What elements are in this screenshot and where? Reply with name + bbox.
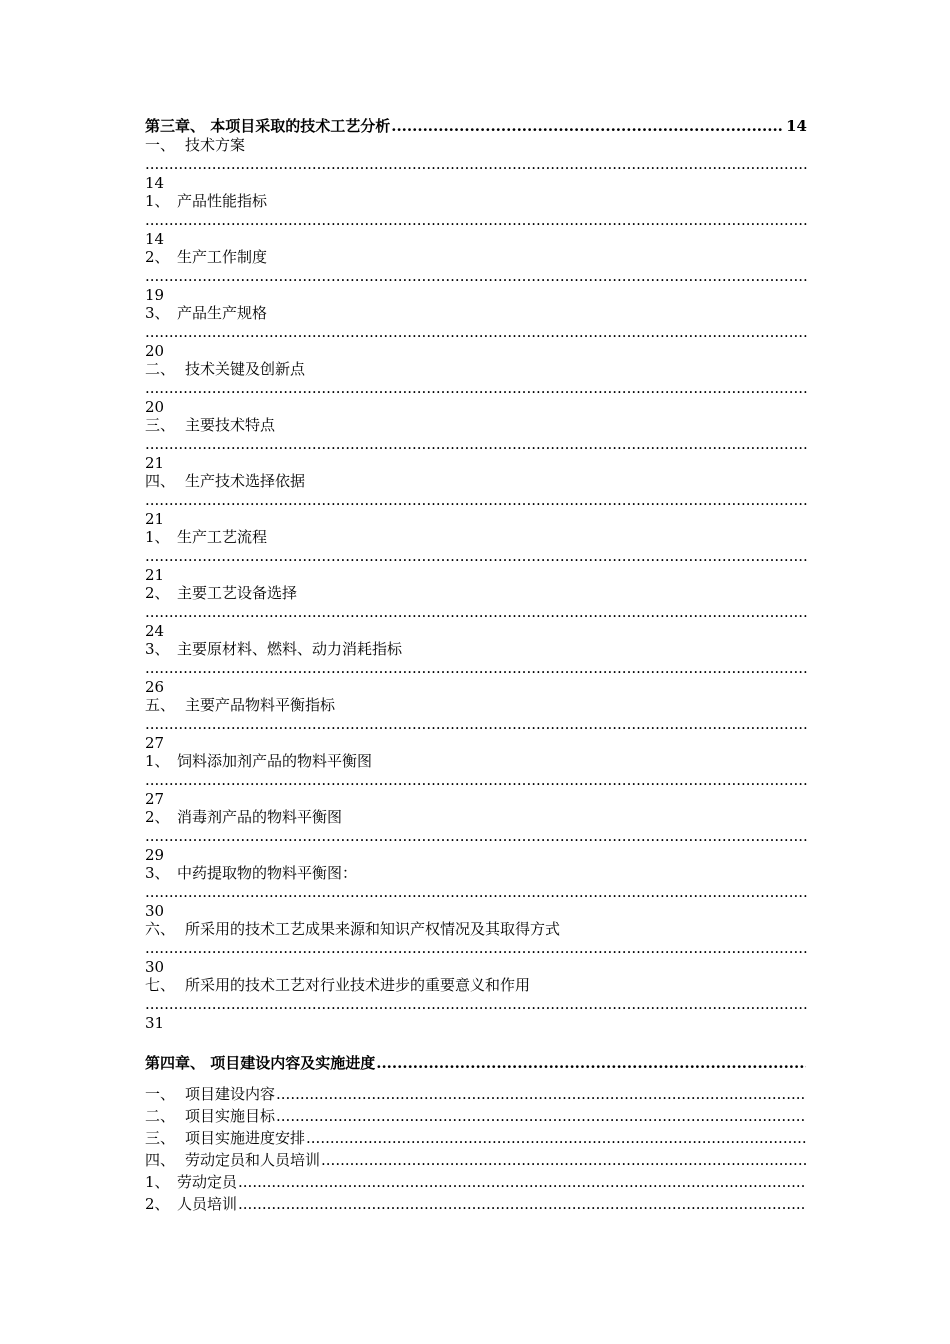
entry-title: 人员培训 [177,1195,238,1213]
toc-entry[interactable] [145,192,807,248]
chapter-title: 第四章、 项目建设内容及实施进度 [145,1054,376,1072]
toc-entry[interactable] [145,304,807,360]
toc-chapter-4[interactable] [145,1054,807,1073]
leader-dots [321,1149,806,1171]
page-number: 27 [145,734,165,752]
entry-title: 饲料添加剂产品的物料平衡图 [177,752,373,770]
leader-dots [145,659,807,678]
entry-title: 劳动定员 [177,1173,238,1191]
entry-title: 生产技术选择依据 [185,472,306,490]
toc-entry-title-line [145,976,807,995]
leader-dots [145,715,807,734]
entry-number: 一、 [145,136,176,154]
toc-entry[interactable] [145,808,807,864]
toc-entry-title-line [145,136,807,155]
entry-title: 生产工作制度 [177,248,268,266]
leader-dots [391,117,784,136]
leader-dots [145,323,807,342]
toc-entry[interactable] [145,1127,807,1149]
page-number: 14 [145,230,165,248]
entry-title: 主要技术特点 [185,416,276,434]
entry-number: 三、 [145,416,176,434]
leader-dots [145,939,807,958]
toc-entry-title-line [145,416,807,435]
entry-title: 所采用的技术工艺成果来源和知识产权情况及其取得方式 [185,920,561,938]
leader-dots [145,547,807,566]
entry-title: 项目实施目标 [185,1107,276,1125]
toc-entry-title-line [145,864,807,883]
leader-dots [276,1083,806,1105]
toc-entry[interactable] [145,976,807,1032]
entry-title: 技术方案 [185,136,246,154]
entry-title: 主要产品物料平衡指标 [185,696,336,714]
toc-entry[interactable] [145,248,807,304]
entry-title: 生产工艺流程 [177,528,268,546]
page-number: 30 [145,958,165,976]
page-number: 29 [145,846,165,864]
toc-entry[interactable] [145,1105,807,1127]
entry-number: 二、 [145,1107,176,1125]
leader-dots [145,267,807,286]
entry-number: 三、 [145,1129,176,1147]
toc-entry-title-line [145,696,807,715]
toc-entry[interactable] [145,1171,807,1193]
page-number: 26 [145,678,165,696]
leader-dots [306,1127,806,1149]
toc-entry[interactable] [145,920,807,976]
leader-dots [145,155,807,174]
page-number: 21 [145,454,165,472]
toc-entry[interactable] [145,864,807,920]
toc-entry[interactable] [145,1193,807,1215]
toc-entry-title-line [145,808,807,827]
entry-number: 2、 [145,584,170,602]
entry-title: 项目实施进度安排 [185,1129,306,1147]
entry-number: 1、 [145,528,170,546]
page-number: 14 [786,117,807,135]
page-number: 14 [145,174,165,192]
toc-entry-title-line [145,248,807,267]
toc-entry-title-line [145,640,807,659]
leader-dots [145,603,807,622]
entry-number: 七、 [145,976,176,994]
page-number: 24 [145,622,165,640]
page-number: 27 [145,790,165,808]
entry-title: 主要原材料、燃料、动力消耗指标 [177,640,403,658]
entry-title: 中药提取物的物料平衡图： [177,864,358,882]
leader-dots [145,211,807,230]
entry-title: 劳动定员和人员培训 [185,1151,321,1169]
leader-dots [145,995,807,1014]
leader-dots [145,827,807,846]
leader-dots [145,379,807,398]
leader-dots [145,435,807,454]
entry-number: 六、 [145,920,176,938]
toc-entry[interactable] [145,1149,807,1171]
toc-entry[interactable] [145,1083,807,1105]
entry-title: 产品性能指标 [177,192,268,210]
entry-title: 消毒剂产品的物料平衡图 [177,808,343,826]
table-of-contents [145,117,807,1215]
toc-chapter-3[interactable] [145,117,807,136]
entry-number: 二、 [145,360,176,378]
toc-entry-title-line [145,584,807,603]
page-number: 19 [145,286,165,304]
toc-entry[interactable] [145,360,807,416]
toc-entry[interactable] [145,752,807,808]
entry-number: 五、 [145,696,176,714]
entry-title: 所采用的技术工艺对行业技术进步的重要意义和作用 [185,976,531,994]
toc-entry-title-line [145,360,807,379]
page-number: 20 [145,342,165,360]
leader-dots [238,1193,806,1215]
toc-entry-title-line [145,192,807,211]
toc-entry[interactable] [145,136,807,192]
toc-entry[interactable] [145,528,807,584]
leader-dots [376,1054,806,1073]
entry-title: 产品生产规格 [177,304,268,322]
entry-number: 一、 [145,1085,176,1103]
entry-number: 3、 [145,864,170,882]
entry-number: 1、 [145,1173,170,1191]
toc-entry-title-line [145,752,807,771]
entry-title: 主要工艺设备选择 [177,584,298,602]
leader-dots [276,1105,806,1127]
entry-number: 1、 [145,752,170,770]
entry-number: 3、 [145,304,170,322]
leader-dots [145,883,807,902]
toc-entry[interactable] [145,640,807,696]
toc-entry[interactable] [145,584,807,640]
entry-title: 项目建设内容 [185,1085,276,1103]
toc-entry-title-line [145,528,807,547]
chapter-title: 第三章、 本项目采取的技术工艺分析 [145,117,391,135]
toc-entry[interactable] [145,696,807,752]
toc-entry-title-line [145,472,807,491]
entry-number: 四、 [145,1151,176,1169]
entry-number: 2、 [145,808,170,826]
leader-dots [145,491,807,510]
page-number: 31 [145,1014,165,1032]
entry-number: 四、 [145,472,176,490]
toc-entry[interactable] [145,472,807,528]
toc-entry[interactable] [145,416,807,472]
leader-dots [145,771,807,790]
entry-number: 2、 [145,1195,170,1213]
toc-entry-title-line [145,920,807,939]
toc-entry-title-line [145,304,807,323]
entry-number: 2、 [145,248,170,266]
page-number: 21 [145,510,165,528]
entry-number: 1、 [145,192,170,210]
page-number: 20 [145,398,165,416]
page-number: 21 [145,566,165,584]
entry-title: 技术关键及创新点 [185,360,306,378]
page-number: 30 [145,902,165,920]
leader-dots [238,1171,806,1193]
entry-number: 3、 [145,640,170,658]
